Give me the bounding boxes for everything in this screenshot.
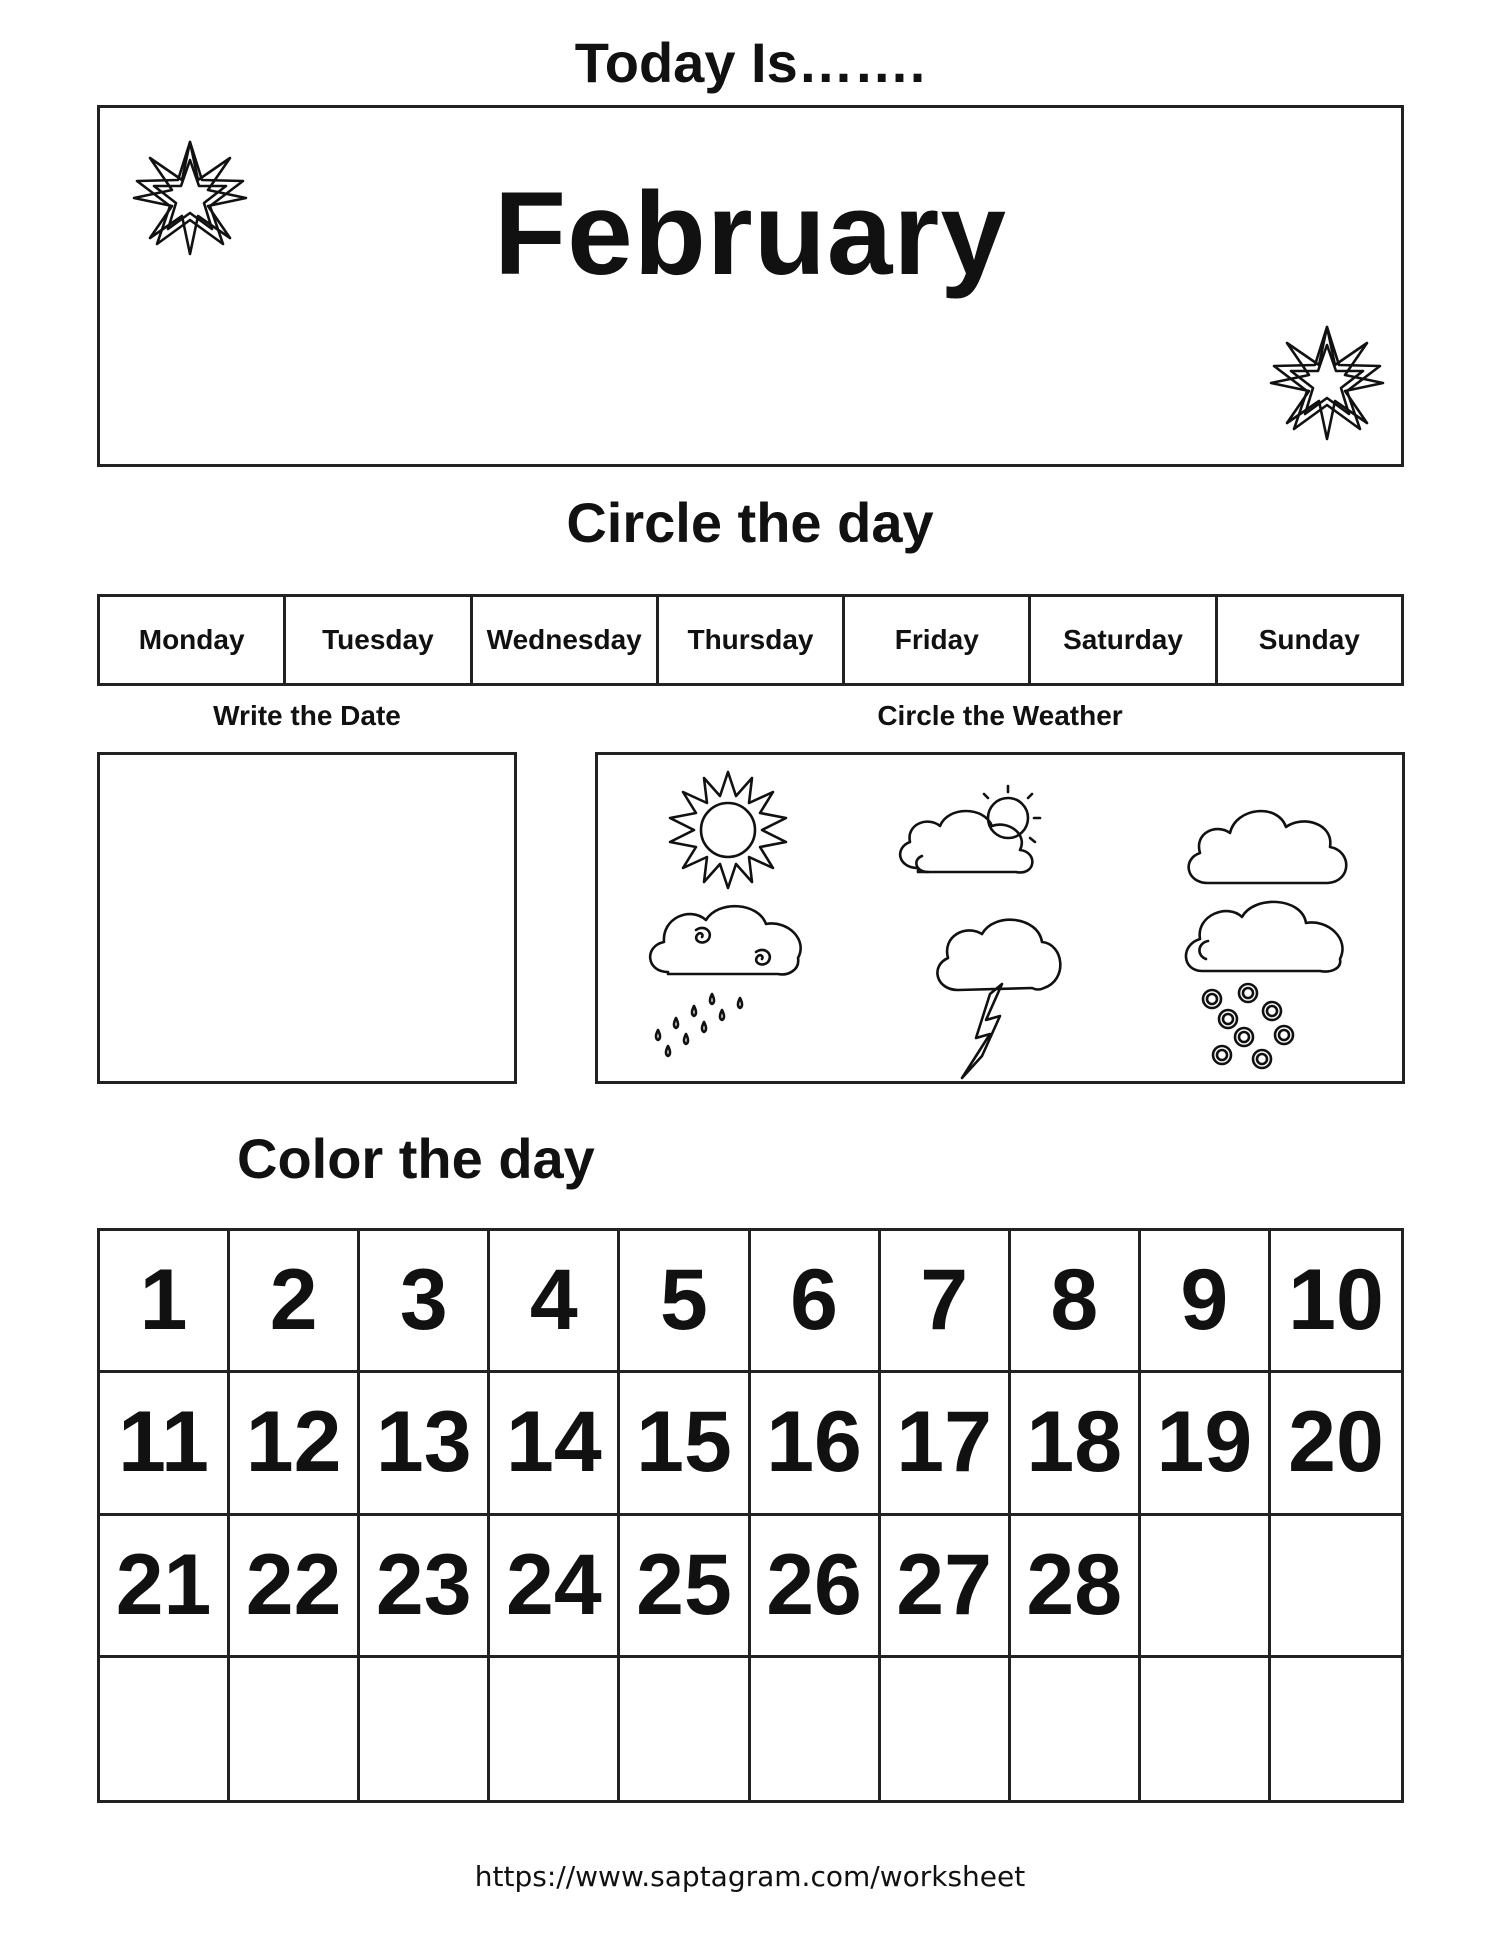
day-number-cell[interactable]: 11 [100, 1373, 230, 1515]
day-number-cell[interactable]: 9 [1141, 1231, 1271, 1373]
windy-rain-icon[interactable] [638, 900, 808, 1070]
day-number-cell[interactable]: 2 [230, 1231, 360, 1373]
circle-day-heading: Circle the day [566, 491, 934, 554]
day-number-cell[interactable]: 15 [620, 1373, 750, 1515]
snow-icon[interactable] [1178, 895, 1358, 1075]
day-number-cell[interactable]: 23 [360, 1516, 490, 1658]
day-number-cell[interactable]: 3 [360, 1231, 490, 1373]
day-row [97, 594, 1404, 686]
day-number-cell[interactable]: 13 [360, 1373, 490, 1515]
day-number-cell[interactable]: 8 [1011, 1231, 1141, 1373]
write-date-label: Write the Date [213, 700, 401, 731]
day-number-cell[interactable]: 28 [1011, 1516, 1141, 1658]
day-number-cell[interactable]: 21 [100, 1516, 230, 1658]
day-number-cell[interactable] [1271, 1516, 1401, 1658]
day-number-cell[interactable]: 25 [620, 1516, 750, 1658]
day-number-cell[interactable]: 22 [230, 1516, 360, 1658]
day-number-cell[interactable]: 14 [490, 1373, 620, 1515]
day-number-cell[interactable] [1141, 1516, 1271, 1658]
day-number-cell[interactable]: 27 [881, 1516, 1011, 1658]
day-number-cell[interactable]: 7 [881, 1231, 1011, 1373]
day-number-cell[interactable]: 12 [230, 1373, 360, 1515]
circle-weather-label: Circle the Weather [877, 700, 1123, 731]
day-number-cell[interactable] [881, 1658, 1011, 1800]
day-number-cell[interactable]: 16 [751, 1373, 881, 1515]
cloud-icon[interactable] [1178, 785, 1358, 895]
day-number-cell[interactable] [490, 1658, 620, 1800]
day-number-cell[interactable]: 17 [881, 1373, 1011, 1515]
day-number-cell[interactable]: 1 [100, 1231, 230, 1373]
day-number-cell[interactable]: 5 [620, 1231, 750, 1373]
day-friday[interactable]: Friday [845, 597, 1031, 683]
page-title: Today Is……. [574, 31, 926, 94]
day-number-cell[interactable]: 24 [490, 1516, 620, 1658]
day-number-cell[interactable] [1141, 1658, 1271, 1800]
day-number-cell[interactable]: 18 [1011, 1373, 1141, 1515]
day-number-cell[interactable] [751, 1658, 881, 1800]
day-sunday[interactable]: Sunday [1258, 624, 1360, 655]
day-number-cell[interactable] [230, 1658, 360, 1800]
sun-icon[interactable] [668, 770, 788, 890]
day-number-cell[interactable]: 20 [1271, 1373, 1401, 1515]
day-number-cell[interactable] [1271, 1658, 1401, 1800]
month-box [97, 105, 1404, 467]
day-number-cell[interactable]: 6 [751, 1231, 881, 1373]
thunderstorm-icon[interactable] [928, 910, 1068, 1080]
day-number-cell[interactable] [100, 1658, 230, 1800]
day-number-cell[interactable] [1011, 1658, 1141, 1800]
day-number-cell[interactable] [620, 1658, 750, 1800]
footer-url: https://www.saptagram.com/worksheet [474, 1860, 1026, 1893]
number-grid [97, 1228, 1404, 1803]
day-number-cell[interactable]: 26 [751, 1516, 881, 1658]
day-number-cell[interactable]: 19 [1141, 1373, 1271, 1515]
day-monday[interactable]: Monday [100, 597, 286, 683]
day-wednesday[interactable]: Wednesday [473, 597, 659, 683]
date-entry-box[interactable] [97, 752, 517, 1084]
color-day-heading: Color the day [237, 1127, 595, 1190]
partly-cloudy-icon[interactable] [888, 780, 1058, 890]
day-number-cell[interactable] [360, 1658, 490, 1800]
star-icon [1267, 323, 1387, 443]
day-tuesday[interactable]: Tuesday [286, 597, 472, 683]
weather-box [595, 752, 1405, 1084]
day-saturday[interactable]: Saturday [1031, 597, 1217, 683]
day-number-cell[interactable]: 10 [1271, 1231, 1401, 1373]
month-name: February [494, 168, 1007, 300]
day-thursday[interactable]: Thursday [659, 597, 845, 683]
day-number-cell[interactable]: 4 [490, 1231, 620, 1373]
